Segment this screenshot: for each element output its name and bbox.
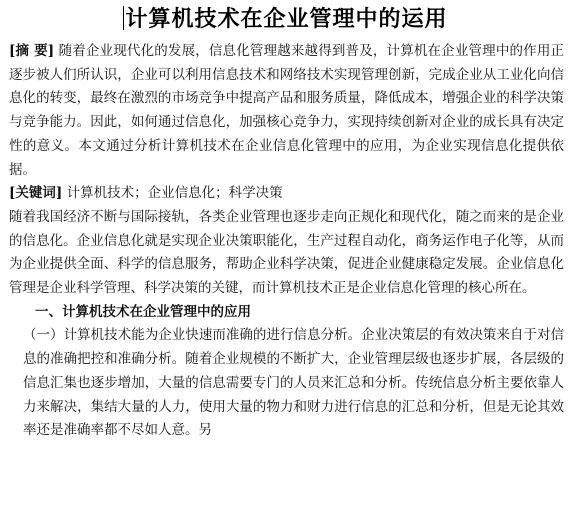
abstract-tag: [摘 要] — [9, 43, 55, 59]
intro-paragraph: 随着我国经济不断与国际接轨，各类企业管理也逐步走向正规化和现代化，随之而来的是企业的信息化。企业信息化就是实现企业决策职能化，生产过程自动化，商务运作电子化等，从而为企业提供全面、科学的信息服务，帮助企业科学决策，促进企业健康稳定发展。企业信息化管理是企业科学管理、科学决策的关键，而计算机技术正是企业信息化管理的核心所在。 — [9, 208, 564, 297]
abstract-paragraph — [9, 40, 564, 182]
document-title-wrapper — [123, 2, 447, 36]
abstract-text: 随着企业现代化的发展，信息化管理越来越得到普及，计算机在企业管理中的作用正逐步被人们所认识，企业可以利用信息技术和网络技术实现管理创新，完成企业从工业化向信息化的转变，最终在激烈的市场竞争中提高产品和服务质量，降低成本，增强企业的科学决策与竞争能力。因此，如何通过信息化，加强核心竞争力，实现持续创新对企业的成长具有决定性的意义。本文通过分析计算机技术在企业信息化管理中的应用，为企业实现信息化提供依据。 — [9, 43, 564, 178]
keywords-text: 计算机技术；企业信息化；科学决策 — [62, 185, 283, 202]
keywords-paragraph — [9, 182, 564, 206]
keywords-tag: [关键词] — [9, 185, 63, 202]
section-heading: 一、计算机技术在企业管理中的应用 — [35, 303, 251, 320]
title-row — [0, 2, 571, 36]
document-body[interactable] — [9, 40, 564, 443]
document-title[interactable]: 计算机技术在企业管理中的运用 — [125, 6, 448, 32]
section-paragraph: （一）计算机技术能为企业快速而准确的进行信息分析。企业决策层的有效决策来自于对信息的准确把控和准确分析。随着企业规模的不断扩大，企业管理层级也逐步扩展，各层级的信息汇集也逐步增加，大量的信息需要专门的人员来汇总和分析。传统信息分析主要依靠人力来解决，集结大量的人力，使用大量的物力和财力进行信息的汇总和分析，但是无论其效率还是准确率都不尽如人意。另 — [23, 327, 564, 439]
